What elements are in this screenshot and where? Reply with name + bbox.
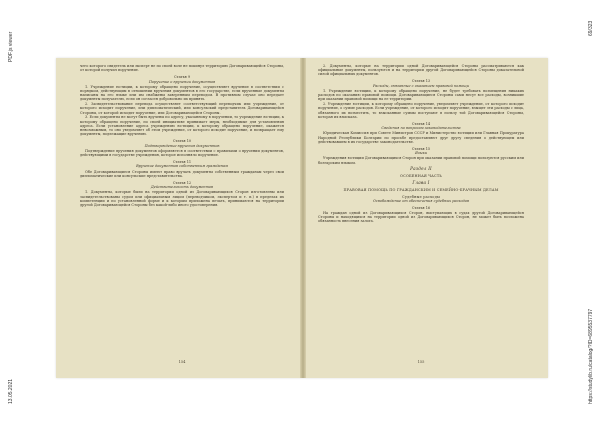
paragraph: 2. Документы, которые на территории одной Договаривающейся Стороны рассматриваются как официальные документы, пользуются и на территории другой Договаривающейся Стороны доказательной силой официальных документов. — [318, 64, 524, 77]
book-gutter — [300, 58, 306, 378]
article-title: Подтверждение вручения документов — [144, 143, 220, 148]
article-title: Языки — [415, 151, 427, 156]
paragraph: Юридическая Комиссия при Совете Министров СССР и Министерство юстиции или Главная Прокуратура Народной Республики Болгарии по просьбе предоставляют друг другу сведения о действующем или действовавшем в их государстве законодательстве. — [318, 131, 524, 144]
article-heading: Статья 13 — [411, 79, 431, 84]
article-heading: Статья 15 — [411, 146, 431, 151]
article-heading: Статья 16 — [411, 206, 431, 211]
section-heading: Судебные расходы — [402, 194, 440, 199]
section-heading: Глава I — [412, 179, 430, 185]
paragraph: 3. Если документы не могут быть вручены по адресу, указанному в поручении, то учреждение юстиции, к которому обращено поручение, по своей инициативе принимает меры, необходимые для установления адреса. Если установление адреса учреждению юстиции, к которому обращено поручение, окажется невозможным, то оно уведомляет об этом учреждение, от которого исходит поручение, и возвращает ему документы, подлежащие вручению. — [80, 115, 284, 137]
page-number: 154 — [178, 359, 186, 364]
paragraph: 2. Засвидетельствование перевода осуществляет соответствующий переводчик или учреждение, от которого исходит поручение, или дипломатический, или консульский представитель Договаривающейся Стороны, от которой исходит поручение, или Договаривающейся Стороны. — [80, 102, 284, 115]
paragraph: Учреждения юстиции Договаривающихся Сторон при оказании правовой помощи пользуются русским или болгарским языком. — [318, 156, 524, 165]
section-heading: Раздел II — [410, 166, 432, 172]
article-title: Поручение о вручении документов — [148, 79, 216, 84]
paragraph: чего которого свидетель или эксперт не по своей воле не покинул территорию Договаривающейся Стороны, от которой получил поручение. — [80, 64, 284, 73]
date-label: 13.05.2021 — [8, 378, 14, 404]
paragraph: 1. Учреждение юстиции, к которому обращено поручение, осуществляет вручение в соответствии с порядком, действующим в отношении вручения документов в его государстве, если врученные документы написаны на его языке или им снабжены заверенным переводом. В противном случае оно передает документы получателю, если он согласен добровольно их принять. — [80, 84, 284, 102]
section-heading: ПРАВОВАЯ ПОМОЩЬ ПО ГРАЖДАНСКИМ И СЕМЕЙНО-БРАЧНЫМ ДЕЛАМ — [343, 188, 499, 193]
article-heading: Статья 11 — [172, 159, 192, 164]
paragraph: 1. Учреждение юстиции, к которому обращено поручение, не будет требовать возмещения никаких расходов по оказанию правовой помощи. Договаривающиеся Стороны сами несут все расходы, возникшие при оказании правовой помощи на ее территории. — [318, 89, 524, 102]
viewer-label: PDF.js viewer — [8, 31, 14, 62]
section-heading: ОСОБЕННАЯ ЧАСТЬ — [400, 174, 442, 179]
paragraph: Обе Договаривающиеся Стороны имеют право вручать документы собственным гражданам через свои дипломатические или консульские представительства. — [80, 169, 284, 178]
article-title: Действительность документов — [150, 185, 214, 190]
paragraph: 2. Учреждение юстиции, к которому обращено поручение, уведомляет учреждение, от которого исходит поручение, о сумме расходов. Если учреждение, от которого исходит поручение, взыщет эти расходы с лица, обязанного их возместить, то взысканные суммы поступают в пользу той Договаривающейся Стороны, которая их взыскала. — [318, 102, 524, 119]
paragraph: 1. Документы, которые были на территории одной из Договаривающихся Сторон изготовлены или засвидетельствованы судом или официальным лицом (переводчиком, экспертом и т. п.) в пределах их компетенции и по установленной форме и к которым приложена печать, принимаются на территории другой Договаривающейся Стороны без какой-либо иного удостоверения. — [80, 190, 284, 208]
paragraph: Подтверждение вручения документов оформляется в соответствии с правилами о вручении документов, действующими в государстве учреждения, которое исполняло поручение. — [80, 148, 284, 158]
article-title: Вручение документов собственным гражданам — [136, 164, 228, 169]
article-title: Сведения по вопросам законодательства — [381, 126, 461, 131]
paragraph: На граждан одной из Договаривающихся Сторон, выступающих в судах другой Договаривающейся Стороны и находящихся на территории одной из Договаривающихся Сторон, не может быть возложена обязанность внесения залога. — [318, 210, 524, 224]
article-heading: Статья 9 — [173, 75, 191, 79]
article-heading: Статья 10 — [172, 139, 192, 144]
article-title: Расходы, связанные с оказанием правовой помощи — [372, 83, 470, 88]
page-counter: 69/323 — [588, 20, 594, 36]
page-number: 155 — [417, 359, 425, 364]
source-url[interactable]: https://studylib.ru/catalog/?ID=6895537797 — [588, 308, 594, 404]
article-heading: Статья 14 — [411, 121, 431, 126]
left-page — [80, 64, 284, 368]
article-title: Освобождение от обеспечения судебных расходов — [373, 199, 469, 204]
article-heading: Статья 12 — [172, 180, 192, 185]
book-spread — [56, 58, 548, 378]
right-page — [318, 64, 524, 368]
